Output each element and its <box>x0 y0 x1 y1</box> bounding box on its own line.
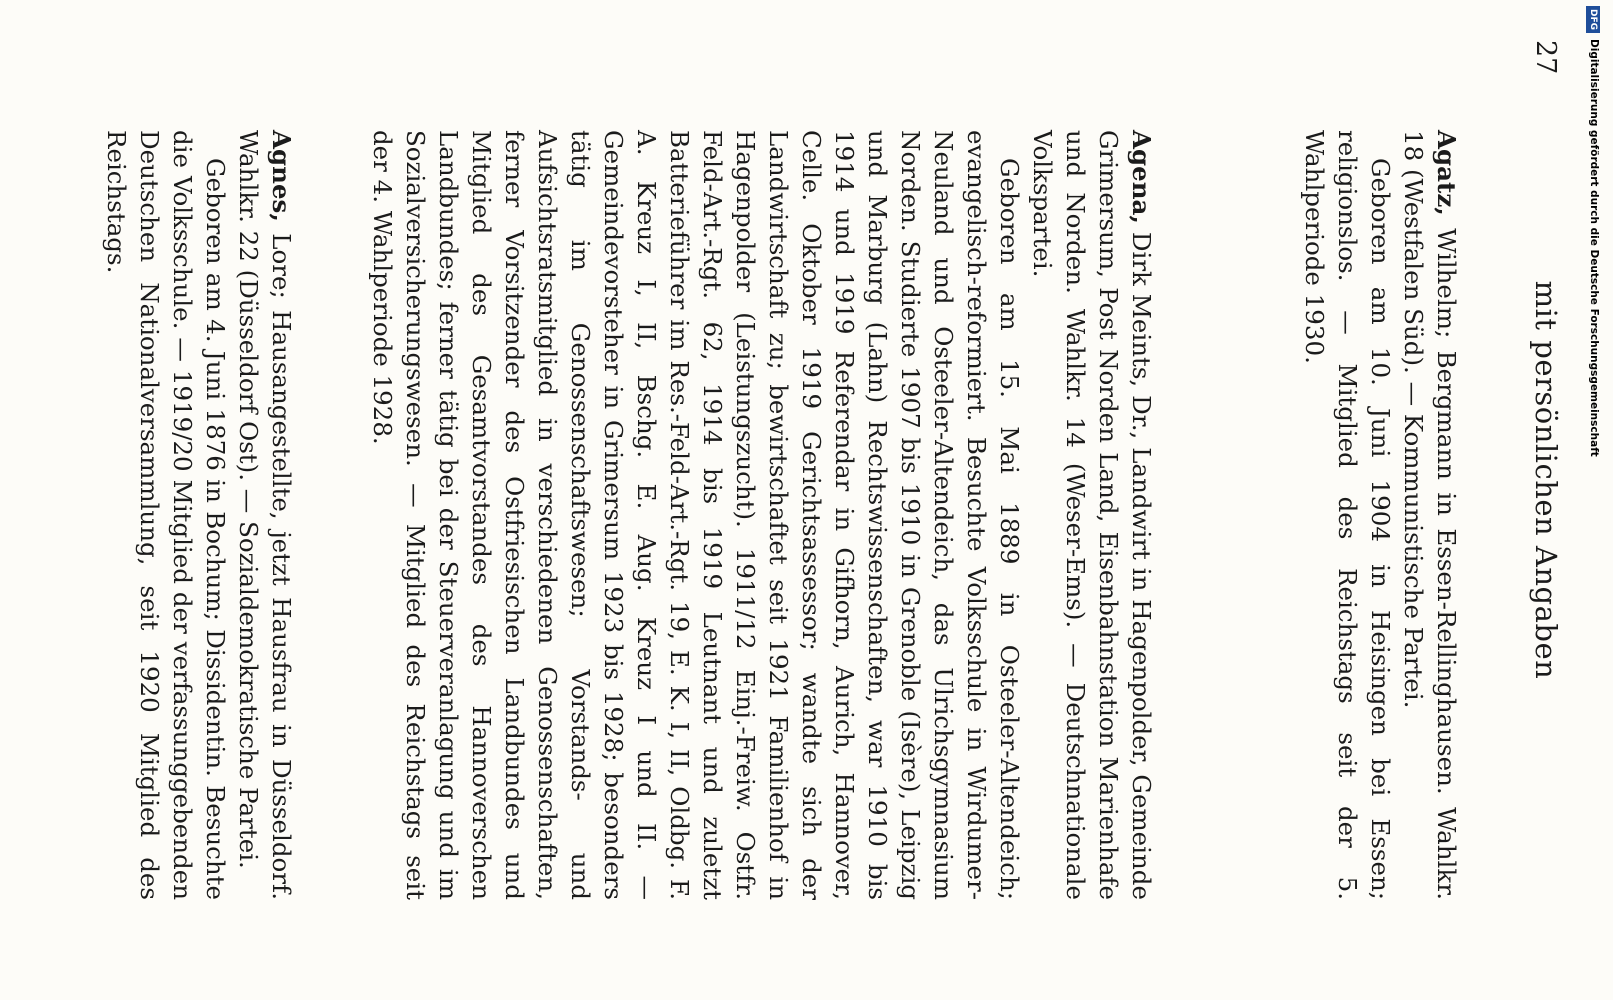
entry-biography: Geboren am 10. Juni 1904 in Heisingen bei Essen; religionslos. — Mitglied des Reichstags seit der 5. Wahlperiode 1930. <box>1300 130 1395 900</box>
digitization-stamp <box>1583 6 1605 606</box>
entry-biography: Geboren am 15. Mai 1889 in Osteeler-Altendeich; evangelisch-reformiert. Besuchte Volksschule in Wirdumer-Neuland und Osteeler-Altendeich, das Ulrichsgymnasium Norden. Studierte 1907 bis 1910 in Grenoble (Isère), Leipzig und Marburg (Lahn) Rechtswissenschaften, war 1910 bis 1914 und 1919 Referendar in Gifhorn, Aurich, Hannover, Celle. Oktober 1919 Gerichtsassessor; wandte sich der Landwirtschaft zu; bewirtschaftet seit 1921 Familienhof in Hagenpolder (Leistungszucht). 1911/12 Einj.-Freiw. Ostfr. Feld-Art.-Rgt. 62, 1914 bis 1919 Leutnant und zuletzt Batterieführer im Res.-Feld-Art.-Rgt. 19, E. K. I, II, Oldbg. F. A. Kreuz I, II, Bschg. E. Aug. Kreuz I und II. — Gemeindevorsteher in Grimersum 1923 bis 1928; besonders tätig im Genossenschaftswesen; Vorstands- und Aufsichtsratsmitglied in verschiedenen Genossenschaften, ferner Vorsitzender des Ostfriesischen Landbundes und Mitglied des Gesamtvorstandes des Hannoverschen Landbundes; ferner tätig bei der Steuerveranlagung und im Sozialversicherungswesen. — Mitglied des Reichstags seit der 4. Wahlperiode 1928. <box>368 130 1024 900</box>
biography-entry <box>366 130 1158 900</box>
running-title: mit persönlichen Angaben <box>1529 280 1563 680</box>
biography-entry <box>1298 130 1463 900</box>
biography-entry <box>100 130 298 900</box>
entry-biography: Geboren am 4. Juni 1876 in Bochum; Dissidentin. Besuchte die Volksschule. — 1919/20 Mitglied der verfassunggebenden Deutschen Nationalversammlung, seit 1920 Mitglied des Reichstags. <box>102 130 230 900</box>
entry-surname: Agatz, <box>1432 130 1461 216</box>
digitization-note: Digitalisierung gefördert durch die Deutsche Forschungsgemeinschaft <box>1588 39 1600 457</box>
dfg-logo: DFG <box>1586 6 1600 33</box>
page-header <box>1513 0 1573 1000</box>
entry-surname: Agena, <box>1127 130 1156 224</box>
entry-intro: Wilhelm; Bergmann in Essen-Rellinghausen. Wahlkr. 18 (Westfalen Süd). — Kommunistische Partei. <box>1399 130 1461 900</box>
entry-intro: Dirk Meints, Dr., Landwirt in Hagenpolder, Gemeinde Grimersum, Post Norden Land, Eisenbahnstation Marienhafe und Norden. Wahlkr. 14 (Weser-Ems). — Deutschnationale Volkspartei. <box>1028 130 1156 900</box>
entry-intro: Lore; Hausangestellte, jetzt Hausfrau in Düsseldorf. Wahlkr. 22 (Düsseldorf Ost). — Sozialdemokratische Partei. <box>234 130 296 900</box>
entry-surname: Agnes, <box>267 130 296 222</box>
page-number: 27 <box>1530 40 1561 75</box>
